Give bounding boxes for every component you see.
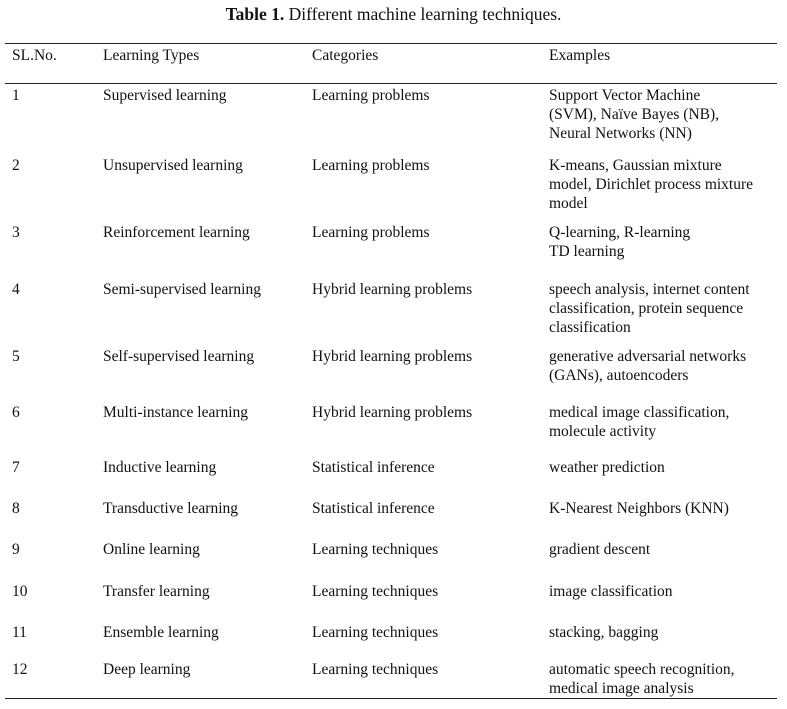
table-cell-learning-type: Transductive learning: [103, 500, 239, 517]
table-cell-examples: K-Nearest Neighbors (KNN): [549, 500, 729, 517]
table-cell-learning-type: Self-supervised learning: [103, 348, 255, 365]
table-cell-slno: 2: [12, 157, 20, 174]
table-top-rule: [5, 43, 777, 44]
table-cell-category: Learning techniques: [312, 541, 439, 558]
table-cell-examples: speech analysis, internet content classification, protein sequence classification: [549, 281, 750, 336]
column-header-examples: Examples: [549, 47, 611, 64]
table-cell-examples: Support Vector Machine (SVM), Naïve Bayes (NB), Neural Networks (NN): [549, 87, 720, 142]
table-cell-slno: 9: [12, 541, 20, 558]
table-cell-learning-type: Semi-supervised learning: [103, 281, 261, 298]
column-header-slno: SL.No.: [12, 47, 57, 64]
table-cell-slno: 10: [12, 583, 28, 600]
table-cell-slno: 8: [12, 500, 20, 517]
table-cell-learning-type: Reinforcement learning: [103, 224, 250, 241]
table-cell-slno: 7: [12, 459, 20, 476]
table-cell-category: Hybrid learning problems: [312, 348, 473, 365]
table-caption: [0, 3, 787, 25]
table-cell-learning-type: Ensemble learning: [103, 624, 219, 641]
table-cell-examples: generative adversarial networks (GANs), autoencoders: [549, 348, 747, 384]
column-header-learning-types: Learning Types: [103, 47, 200, 64]
table-cell-slno: 11: [12, 624, 27, 641]
table-cell-examples: Q-learning, R-learning TD learning: [549, 224, 691, 260]
table-cell-category: Statistical inference: [312, 459, 435, 476]
table-cell-category: Learning problems: [312, 224, 430, 241]
table-cell-learning-type: Multi-instance learning: [103, 404, 249, 421]
table-cell-category: Learning techniques: [312, 583, 439, 600]
table-cell-slno: 5: [12, 348, 20, 365]
table-cell-examples: automatic speech recognition, medical image analysis: [549, 661, 735, 697]
table-cell-category: Learning problems: [312, 87, 430, 104]
table-cell-examples: gradient descent: [549, 541, 651, 558]
table-bottom-rule: [5, 698, 777, 699]
table-caption-text: Different machine learning techniques.: [288, 4, 562, 24]
table-cell-learning-type: Supervised learning: [103, 87, 227, 104]
table-cell-learning-type: Deep learning: [103, 661, 191, 678]
table-cell-category: Statistical inference: [312, 500, 435, 517]
table-cell-slno: 3: [12, 224, 20, 241]
table-cell-category: Hybrid learning problems: [312, 404, 473, 421]
table-cell-learning-type: Unsupervised learning: [103, 157, 243, 174]
table-cell-slno: 4: [12, 281, 20, 298]
table-cell-slno: 12: [12, 661, 28, 678]
table-cell-category: Learning techniques: [312, 661, 439, 678]
table-cell-slno: 6: [12, 404, 20, 421]
table-cell-category: Learning techniques: [312, 624, 439, 641]
table-cell-examples: K-means, Gaussian mixture model, Dirichlet process mixture model: [549, 157, 754, 212]
table-cell-category: Learning problems: [312, 157, 430, 174]
table-cell-learning-type: Online learning: [103, 541, 200, 558]
table-cell-examples: image classification: [549, 583, 673, 600]
table-cell-category: Hybrid learning problems: [312, 281, 473, 298]
table-caption-label: Table 1.: [225, 4, 285, 24]
table-header-rule: [5, 83, 777, 84]
table-cell-examples: weather prediction: [549, 459, 665, 476]
table-cell-learning-type: Inductive learning: [103, 459, 217, 476]
table-cell-examples: medical image classification, molecule activity: [549, 404, 730, 440]
table-cell-examples: stacking, bagging: [549, 624, 659, 641]
table-cell-slno: 1: [12, 87, 20, 104]
column-header-categories: Categories: [312, 47, 379, 64]
table-cell-learning-type: Transfer learning: [103, 583, 210, 600]
